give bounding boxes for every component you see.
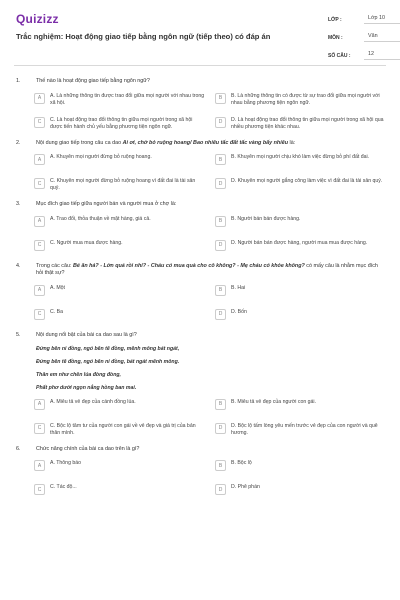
answer-options (14, 153, 386, 195)
option-letter-box[interactable]: C (34, 309, 45, 320)
option-letter-box[interactable]: D (215, 309, 226, 320)
meta-value: 12 (364, 51, 400, 60)
option-text: D. Phê phán (231, 484, 260, 491)
question-item (14, 78, 386, 134)
meta-label: LỚP : (328, 16, 342, 23)
answer-option[interactable] (215, 215, 386, 233)
option-letter-box[interactable]: B (215, 93, 226, 104)
poem-line: Đứng bên ni đồng, ngó bên tê đồng, mênh mông bát ngát, (36, 345, 180, 352)
answer-option[interactable] (34, 284, 205, 302)
question-item (14, 201, 386, 257)
question-text-tail: là: (288, 139, 296, 146)
answer-options (14, 92, 386, 134)
poem-line: Thân em như chẽn lúa đòng đòng, (36, 371, 121, 378)
worksheet-header (14, 0, 386, 66)
option-letter-box[interactable]: A (34, 93, 45, 104)
option-text: D. Khuyên mọi người gắng công làm việc vì đất đai là tài sản quý. (231, 178, 383, 185)
option-text: B. Người bán bán được hàng. (231, 215, 301, 222)
option-letter-box[interactable]: A (34, 285, 45, 296)
option-text: A. Là những thông tin được trao đổi giữa mọi người với nhau trong xã hội. (50, 92, 205, 106)
question-quote: Bé ăn hả? - Lớn quá rồi nhỉ? - Cháu có mua quà cho cô không? - Mẹ cháu có khỏe không? (72, 262, 305, 269)
option-text: C. Là hoạt động trao đổi thông tin giữa mọi người trong xã hội được tiến hành chủ yếu bằng phương tiện ngôn ngữ. (50, 116, 193, 130)
question-list (14, 66, 386, 501)
option-letter-box[interactable]: B (215, 460, 226, 471)
question-text (36, 140, 386, 148)
question-text (36, 446, 386, 454)
option-text: A. Trao đổi, thỏa thuận về mặt hàng, giá cả. (50, 215, 151, 222)
answer-options (14, 398, 386, 440)
poem-line: Đứng bên tê đồng, ngó bên ni đồng, bát ngát mênh mông. (36, 358, 180, 365)
option-text: A. Khuyên mọi người đừng bỏ ruộng hoang. (50, 154, 152, 161)
option-letter-box[interactable]: D (215, 117, 226, 128)
option-text: B. Hai (231, 284, 246, 291)
option-text: B. Miêu tả vẻ đẹp của người con gái. (231, 398, 317, 405)
answer-option[interactable] (215, 483, 386, 501)
question-number: 1. (16, 78, 21, 84)
worksheet-title: Trắc nghiệm: Hoạt động giao tiếp bằng ngôn ngữ (tiếp theo) có đáp án (16, 32, 271, 41)
question-stem (14, 140, 386, 148)
question-item (14, 140, 386, 196)
meta-label: MÔN : (328, 34, 343, 41)
question-number: 5. (16, 331, 21, 338)
answer-option[interactable] (34, 153, 205, 171)
option-text: B. Là những thông tin có được từ sự trao đổi giữa mọi người với nhau bằng phương tiện ngôn ngữ. (231, 92, 380, 106)
question-stem (14, 201, 386, 209)
meta-row-class (328, 12, 400, 27)
option-letter-box[interactable]: C (34, 178, 45, 189)
question-number: 6. (16, 445, 21, 452)
question-text-lead: Trong các câu: (36, 262, 73, 269)
answer-option[interactable] (34, 459, 205, 477)
option-letter-box[interactable]: C (34, 117, 45, 128)
option-text: D. Bộc lộ tấm lòng yêu mến trước vẻ đẹp của con người và quê hương. (231, 422, 378, 436)
answer-options (14, 215, 386, 257)
answer-option[interactable] (34, 398, 205, 416)
answer-option[interactable] (215, 398, 386, 416)
meta-row-count (328, 48, 400, 63)
option-letter-box[interactable]: D (215, 423, 226, 434)
answer-option[interactable] (215, 284, 386, 302)
option-text: A. Miêu tả vẻ đẹp của cánh đồng lúa. (50, 398, 136, 405)
option-letter-box[interactable]: D (215, 484, 226, 495)
question-number: 2. (16, 139, 21, 146)
answer-option[interactable] (34, 116, 205, 134)
question-text (36, 263, 386, 278)
answer-option[interactable] (34, 308, 205, 326)
option-text: C. Người mua mua được hàng. (50, 239, 123, 246)
option-letter-box[interactable]: A (34, 399, 45, 410)
option-letter-box[interactable]: D (215, 178, 226, 189)
answer-option[interactable] (34, 422, 205, 440)
option-text: A. Thông báo (50, 460, 82, 467)
option-text: D. Bốn (231, 308, 247, 315)
answer-option[interactable] (34, 483, 205, 501)
question-item (14, 446, 386, 502)
question-text-lead: Thế nào là hoạt động giao tiếp bằng ngôn ngữ? (36, 78, 150, 84)
meta-row-subject (328, 30, 400, 45)
answer-option[interactable] (215, 177, 386, 195)
answer-options (14, 284, 386, 326)
answer-option[interactable] (34, 215, 205, 233)
option-letter-box[interactable]: A (34, 460, 45, 471)
option-letter-box[interactable]: C (34, 240, 45, 251)
option-letter-box[interactable]: B (215, 154, 226, 165)
answer-options (14, 459, 386, 501)
answer-option[interactable] (215, 422, 386, 440)
poem-line: Phất phơ dưới ngọn nắng hồng ban mai. (36, 384, 137, 391)
answer-option[interactable] (215, 459, 386, 477)
option-letter-box[interactable]: B (215, 399, 226, 410)
answer-option[interactable] (34, 177, 205, 195)
option-letter-box[interactable]: C (34, 484, 45, 495)
question-text-lead: Mục đích giao tiếp giữa người bán và người mua ở chợ là: (36, 201, 177, 208)
option-letter-box[interactable]: C (34, 423, 45, 434)
question-text-lead: Chức năng chính của bài ca dao trên là gì? (36, 445, 140, 452)
option-text: D. Là hoạt động trao đổi thông tin giữa mọi người trong xã hội qua nhiều phương tiện khác nhau. (231, 116, 384, 130)
question-number: 3. (16, 201, 21, 208)
question-text-lead: Nội dung giao tiếp trong câu ca dao (36, 139, 123, 146)
option-text: C. Ba (50, 308, 63, 315)
answer-option[interactable] (215, 239, 386, 257)
option-text: C. Bộc lộ tâm tư của người con gái về vẻ đẹp và giá trị của bản thân mình. (50, 422, 196, 436)
option-text: C. Khuyên mọi người đừng bỏ ruộng hoang vì đất đai là tài sản quý. (50, 178, 196, 192)
option-text: B. Khuyên mọi người chịu khó làm việc đừng bỏ phí đất đai. (231, 154, 370, 161)
question-text-lead: Nội dung nổi bật của bài ca dao sau là gì? (36, 331, 137, 338)
question-text (36, 201, 386, 209)
question-text (36, 332, 386, 340)
option-text: B. Bộc lộ (231, 460, 252, 467)
option-letter-box[interactable]: B (215, 216, 226, 227)
quizizz-logo: Quizizz (16, 12, 59, 26)
answer-option[interactable] (34, 92, 205, 110)
option-letter-box[interactable]: A (34, 216, 45, 227)
question-text-tail: có mấy câu là nhằm mục đích hỏi thật sự? (36, 262, 378, 277)
question-text (36, 78, 386, 86)
answer-option[interactable] (215, 116, 386, 134)
meta-value: Lớp 10 (364, 15, 400, 24)
question-item (14, 263, 386, 326)
question-stem (14, 446, 386, 454)
question-stem (14, 263, 386, 278)
answer-option[interactable] (34, 239, 205, 257)
option-text: C. Tác độ... (50, 484, 77, 491)
poem-block (14, 346, 386, 392)
answer-option[interactable] (215, 308, 386, 326)
question-quote: Ai ơi, chớ bỏ ruộng hoang/ Bao nhiêu tấc đất tấc vàng bấy nhiêu (122, 139, 289, 146)
question-stem (14, 332, 386, 340)
option-text: A. Một (50, 284, 65, 291)
question-stem (14, 78, 386, 86)
meta-value: Văn (364, 33, 400, 42)
question-number: 4. (16, 262, 21, 269)
option-text: D. Người bán bán được hàng, người mua mua được hàng. (231, 239, 368, 246)
answer-option[interactable] (215, 153, 386, 171)
option-letter-box[interactable]: B (215, 285, 226, 296)
option-letter-box[interactable]: D (215, 240, 226, 251)
question-item (14, 332, 386, 440)
worksheet-meta (328, 12, 400, 66)
option-letter-box[interactable]: A (34, 154, 45, 165)
meta-label: SỐ CÂU : (328, 52, 351, 59)
answer-option[interactable] (215, 92, 386, 110)
